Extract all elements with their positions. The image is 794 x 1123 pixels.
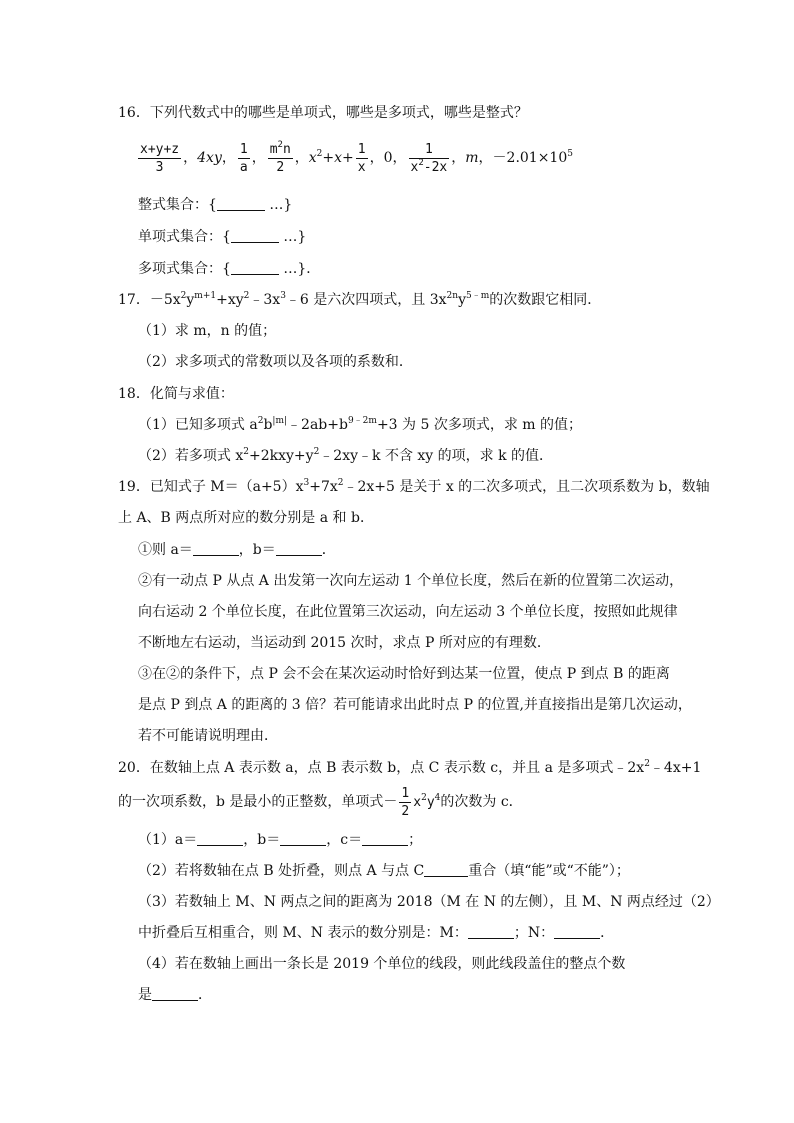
q17-part2: （2）求多项式的常数项以及各项的系数和． [138, 354, 413, 370]
answer-blank[interactable] [280, 831, 326, 846]
answer-blank[interactable] [362, 831, 408, 846]
q18-part2: （2）若多项式 $x^2+2kxy+y^2﹣2xy﹣k$ 不含 xy 的项，求 k 的值． [138, 447, 554, 464]
q19-part2-line3: 不断地左右运动，当运动到 2015 次时，求点 P 所对应的有理数． [138, 635, 551, 651]
q16-set-integral: 整式集合：{ …} [138, 197, 293, 213]
q16-set-monomial: 单项式集合：{ …} [138, 229, 307, 245]
answer-blank[interactable] [217, 196, 265, 211]
fraction-m2n-over-2: $\frac{m^2n}{2}$ [269, 139, 291, 175]
q19-part2-line1: ②有一动点 P 从点 A 出发第一次向左运动 1 个单位长度，然后在新的位置第二次运动， [138, 573, 684, 589]
q20-prompt-line1: 20．在数轴上点 A 表示数 a，点 B 表示数 b，点 C 表示数 c，并且 a 是多项式$﹣2x^2﹣4x+1$ [118, 759, 702, 776]
q19-prompt-line2: 上 A、B 两点所对应的数分别是 a 和 b． [118, 510, 374, 526]
q19-part3-line1: ③在②的条件下，点 P 会不会在某次运动时恰好到达某一位置，使点 P 到点 B 的距离 [138, 666, 670, 682]
answer-blank[interactable] [468, 924, 514, 939]
q20-part3-line2: 中折叠后互相重合，则 M、N 表示的数分别是：M： ；N： ． [138, 925, 615, 941]
answer-blank[interactable] [231, 228, 279, 243]
answer-blank[interactable] [554, 924, 600, 939]
q19-part1: ①则 a＝ ，b＝ ． [138, 542, 336, 558]
q17-prompt: 17．$-5x^2y^{m+1}+xy^2﹣3x^3﹣6$ 是六次四项式，且 $3x^{2n}y^{5﹣m}$的次数跟它相同． [118, 291, 602, 308]
q20-part4-line1: （4）若在数轴上画出一条长是 2019 个单位的线段，则此线段盖住的整点个数 [138, 956, 626, 972]
q19-part3-line3: 若不可能请说明理由． [138, 728, 278, 744]
q20-part3-line1: （3）若数轴上 M、N 两点之间的距离为 2018（M 在 N 的左侧），且 M、N 两点经过（2） [138, 894, 720, 910]
q20-prompt-line2: 的一次项系数，b 是最小的正整数，单项式－ $\frac{1}{2}$ $x^2y^4$的次数为 c． [118, 785, 523, 819]
q16-expression-list: $\frac{x+y+z}{3}$ ，4xy， $\frac{1}{a}$ ， $\frac{m^2n}{2}$ ，$x^2+x+$ $\frac{1}{x}$ ，0， $\frac{1}{x^2-2x}$ ，m，$-2.01\times 10^5$ [140, 139, 573, 175]
q16-set-polynomial: 多项式集合：{ …}． [138, 261, 321, 277]
answer-blank[interactable] [152, 986, 198, 1001]
q19-part3-line2: 是点 P 到点 A 的距离的 3 倍？若可能请求出此时点 P 的位置,并直接指出是第几次运动， [138, 697, 692, 713]
q16-prompt: 16．下列代数式中的哪些是单项式，哪些是多项式，哪些是整式？ [118, 105, 528, 121]
q19-part2-line2: 向右运动 2 个单位长度，在此位置第三次运动，向左运动 3 个单位长度，按照如此规律 [138, 604, 678, 620]
fraction-1-over-2: $\frac{1}{2}$ [401, 785, 410, 819]
answer-blank[interactable] [197, 831, 243, 846]
q20-part4-line2: 是 ． [138, 987, 212, 1003]
answer-blank[interactable] [424, 862, 468, 877]
q18-title: 18．化简与求值： [118, 386, 234, 402]
answer-blank[interactable] [276, 541, 322, 556]
fraction-1-over-x2-2x: $\frac{1}{x^2-2x}$ [410, 141, 448, 175]
answer-blank[interactable] [193, 541, 239, 556]
answer-blank[interactable] [231, 260, 279, 275]
fraction-1-over-x: $\frac{1}{x}$ [357, 141, 366, 175]
q20-part1: （1）a＝ ，b＝ ，c＝ ； [138, 832, 423, 848]
q19-prompt-line1: 19．已知式子 $M=(a+5)x^3+7x^2﹣2x+5$ 是关于 x 的二次多项式，且二次项系数为 b，数轴 [118, 478, 710, 495]
q17-part1: （1）求 m，n 的值； [138, 323, 277, 339]
fraction-1-over-a: $\frac{1}{a}$ [239, 141, 248, 175]
fraction-xyz-over-3: $\frac{x+y+z}{3}$ [140, 141, 180, 175]
q20-part2: （2）若将数轴在点 B 处折叠，则点 A 与点 C 重合（填“能”或“不能”）； [138, 863, 630, 879]
q18-part1: （1）已知多项式 $a^2b^{|m|}﹣2ab+b^{9﹣2m}+3$ 为 5 次多项式，求 m 的值； [138, 416, 583, 433]
